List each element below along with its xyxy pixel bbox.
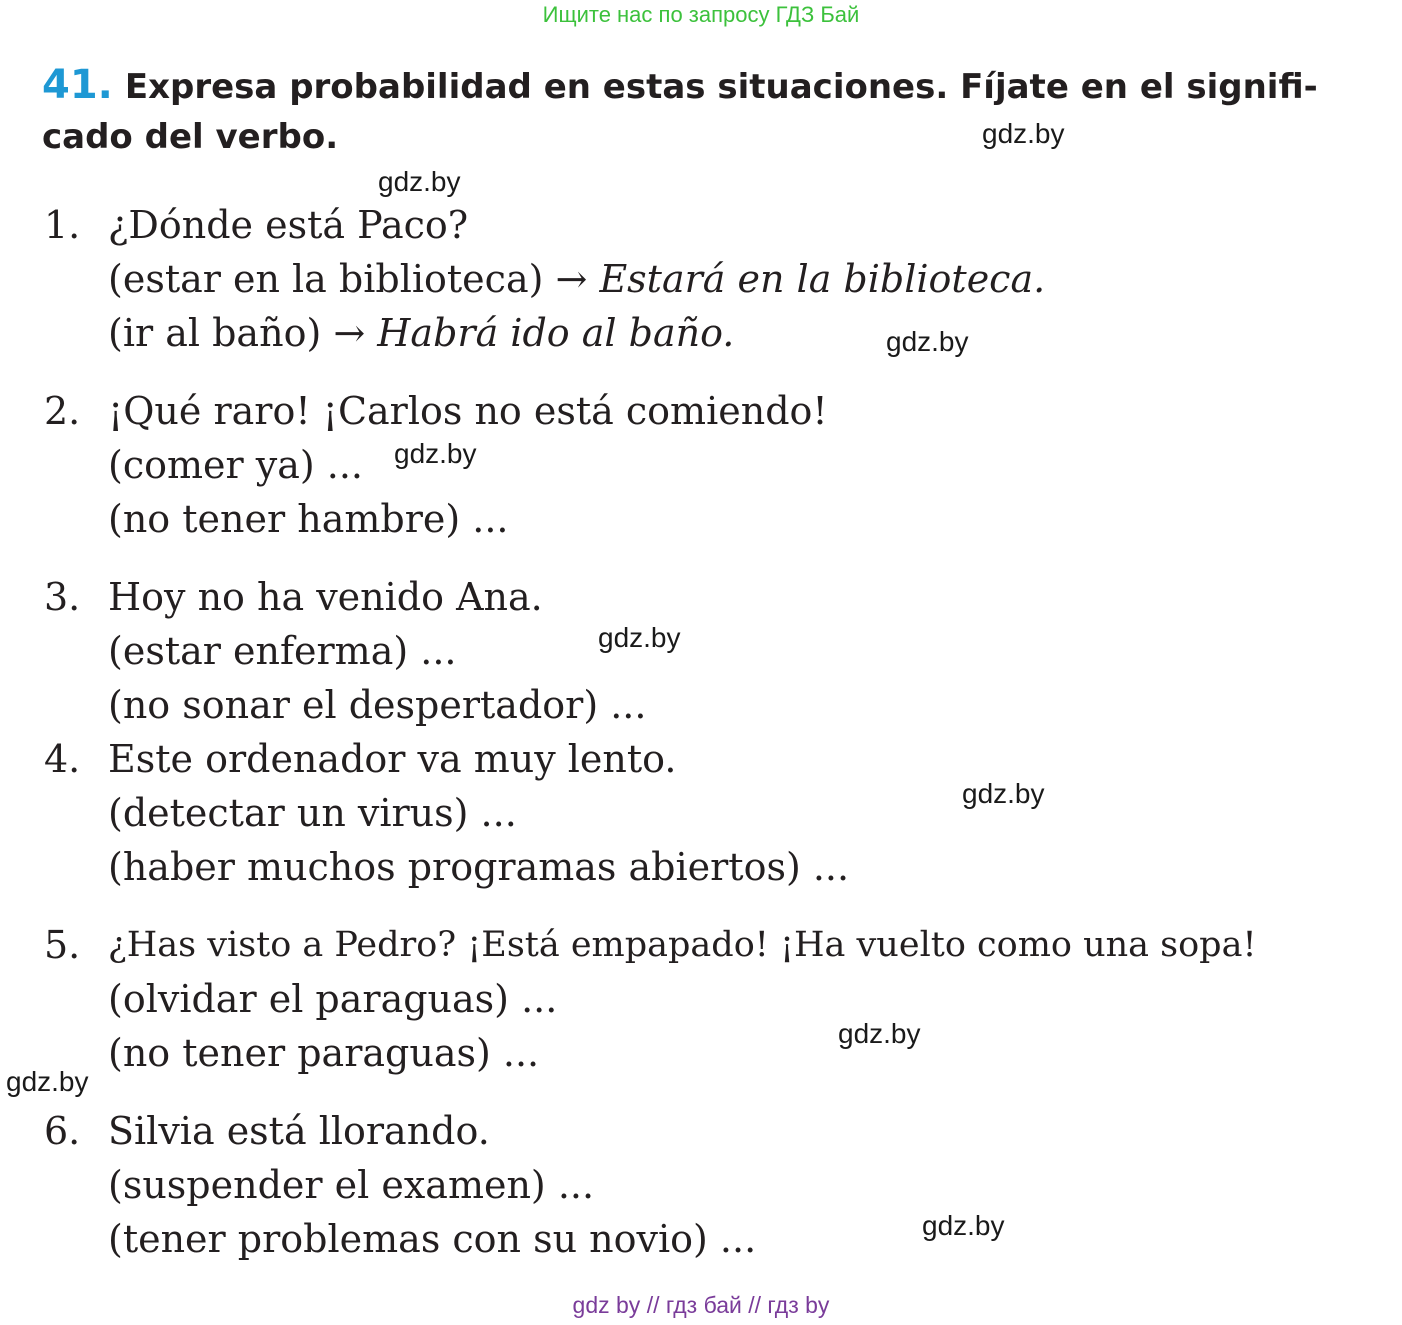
item-number: 5. bbox=[44, 923, 81, 967]
watermark: gdz.by bbox=[982, 118, 1065, 149]
prompt-cue: (ir al baño) → bbox=[108, 311, 366, 355]
item-question: Este ordenador va muy lento. bbox=[108, 737, 677, 781]
item-question: Hoy no ha venido Ana. bbox=[108, 575, 543, 619]
item-5-prompt-2: (no tener paraguas) ... bbox=[108, 1031, 540, 1075]
prompt-answer: Habrá ido al baño. bbox=[377, 311, 735, 355]
watermark: gdz.by bbox=[838, 1018, 921, 1049]
item-4-prompt-2: (haber muchos programas abiertos) ... bbox=[108, 845, 850, 889]
item-question: Silvia está llorando. bbox=[108, 1109, 490, 1153]
watermark: gdz.by bbox=[598, 622, 681, 653]
item-question: ¿Has visto a Pedro? ¡Está empapado! ¡Ha vuelto como una sopa! bbox=[108, 925, 1257, 965]
watermark: gdz.by bbox=[378, 166, 461, 197]
watermark: gdz.by bbox=[886, 326, 969, 357]
item-number: 4. bbox=[44, 737, 81, 781]
task-instruction: Expresa probabilidad en estas situaciones. Fíjate en el signifi-cado del verbo. bbox=[42, 67, 1318, 157]
item-1-prompt-2 bbox=[108, 306, 734, 360]
item-number: 3. bbox=[44, 575, 81, 619]
watermark: gdz.by bbox=[6, 1066, 89, 1097]
watermark: gdz.by bbox=[962, 778, 1045, 809]
item-1-prompt-1 bbox=[108, 252, 1045, 306]
prompt-answer: Estará en la biblioteca. bbox=[599, 257, 1046, 301]
item-number: 1. bbox=[44, 203, 81, 247]
item-3-prompt-2: (no sonar el despertador) ... bbox=[108, 683, 647, 727]
watermark: gdz.by bbox=[394, 438, 477, 469]
item-question: ¡Qué raro! ¡Carlos no está comiendo! bbox=[108, 389, 828, 433]
item-6-prompt-2: (tener problemas con su novio) ... bbox=[108, 1217, 757, 1261]
item-6-prompt-1: (suspender el examen) ... bbox=[108, 1163, 595, 1207]
watermark: gdz.by bbox=[922, 1210, 1005, 1241]
item-number: 2. bbox=[44, 389, 81, 433]
task-header bbox=[42, 60, 1382, 162]
top-banner: Ищите нас по запросу ГДЗ Бай bbox=[542, 2, 860, 27]
item-4-prompt-1: (detectar un virus) ... bbox=[108, 791, 517, 835]
item-number: 6. bbox=[44, 1109, 81, 1153]
task-number: 41. bbox=[42, 62, 113, 108]
footer-watermark: gdz by // гдз бай // гдз by bbox=[572, 1292, 830, 1318]
item-2-prompt-2: (no tener hambre) ... bbox=[108, 497, 509, 541]
item-question: ¿Dónde está Paco? bbox=[108, 203, 469, 247]
prompt-cue: (estar en la biblioteca) → bbox=[108, 257, 588, 301]
item-2-prompt-1: (comer ya) ... bbox=[108, 443, 364, 487]
item-3-prompt-1: (estar enferma) ... bbox=[108, 629, 457, 673]
item-5-prompt-1: (olvidar el paraguas) ... bbox=[108, 977, 558, 1021]
